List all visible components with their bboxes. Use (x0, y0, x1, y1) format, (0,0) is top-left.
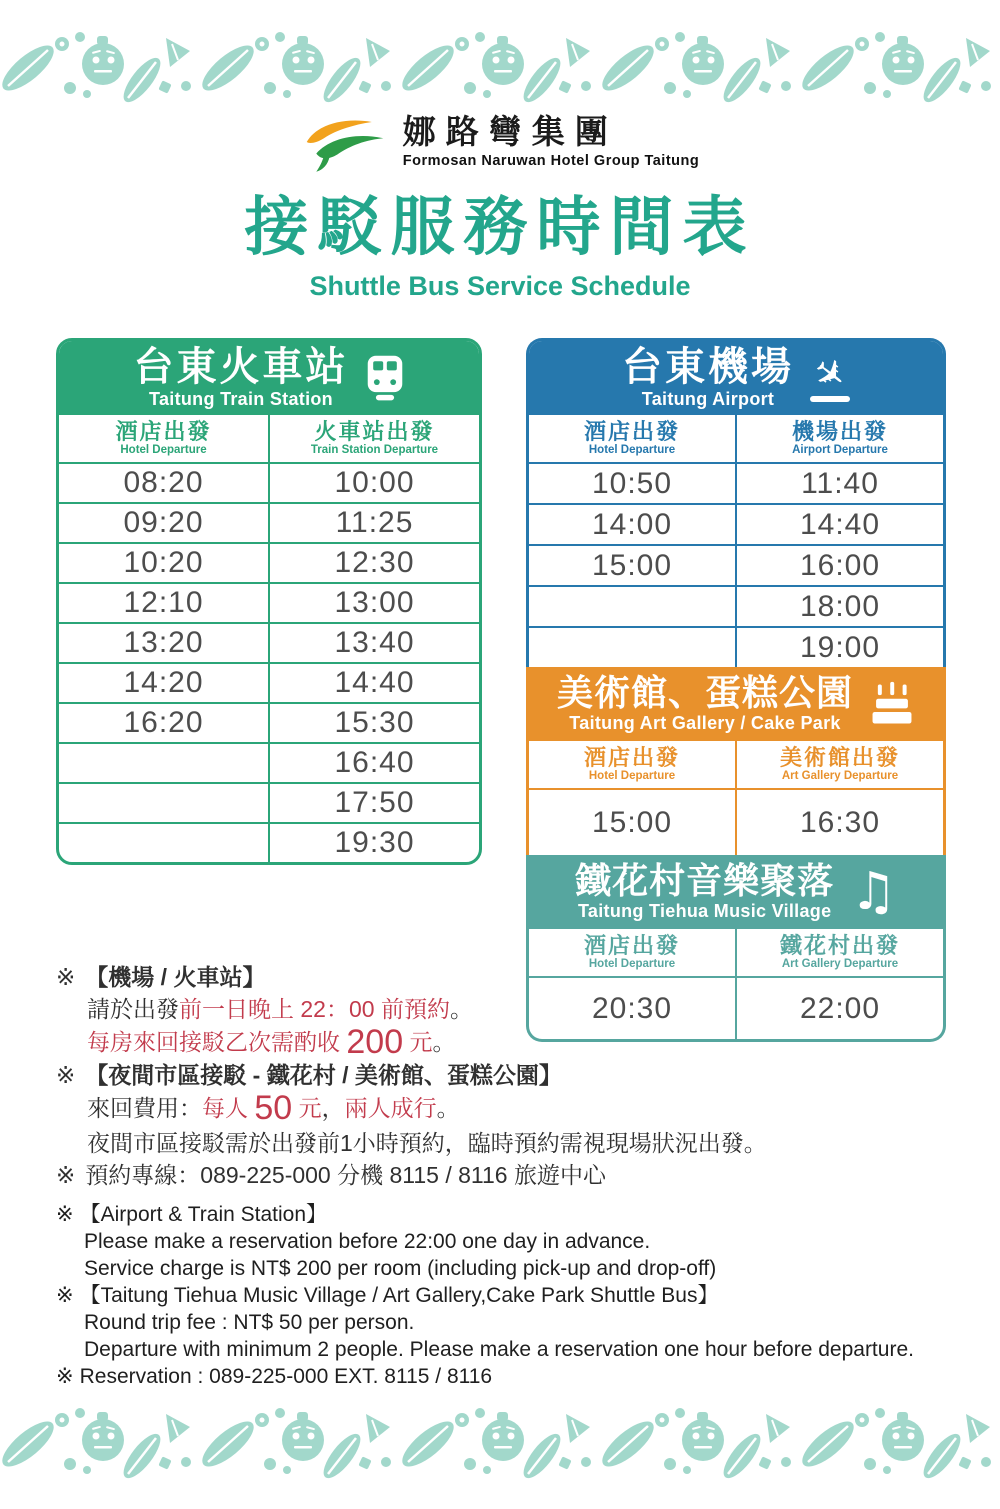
music-subtitle: Taitung Tiehua Music Village (577, 900, 832, 921)
time-cell: 16:00 (735, 546, 943, 585)
train-station-header (59, 341, 479, 415)
note-text-red: 前一日晚上 22：00 前預約 (179, 996, 450, 1023)
notes-chinese-continued (0, 1127, 1000, 1191)
note-text-red: 兩人成行 (344, 1095, 437, 1122)
table-row (529, 462, 943, 503)
col-label-zh: 酒店出發 (583, 933, 680, 959)
note-fee-amount: 200 (346, 1023, 404, 1062)
table-row (59, 702, 479, 742)
table-row (59, 822, 479, 862)
shuttle-schedule-poster (0, 24, 1000, 1509)
col-label-en: Airport Departure (792, 444, 888, 457)
time-cell: 16:40 (268, 744, 479, 782)
time-cell: 14:40 (268, 664, 479, 702)
gallery-subtitle: Taitung Art Gallery / Cake Park (569, 713, 841, 734)
time-cell: 17:50 (268, 784, 479, 822)
note-line (56, 1127, 944, 1159)
note-text: 。 (449, 996, 473, 1023)
table-row (529, 788, 943, 855)
note-text-red: 元 (403, 1029, 433, 1056)
note-text-red: 每房來回接駁乙次需酌收 (87, 1029, 347, 1056)
time-cell: 20:30 (591, 991, 673, 1025)
train-station-column (56, 338, 562, 1128)
note-text: Service charge is NT$ 200 per room (including pick-up and drop-off) (84, 1257, 717, 1281)
time-cell: 18:00 (735, 587, 943, 626)
logo-name-en: Formosan Naruwan Hotel Group Taitung (402, 153, 700, 169)
col-label-zh: 美術館出發 (779, 745, 900, 771)
naruwan-swoosh-logo-icon (301, 113, 389, 173)
note-line (56, 1282, 944, 1309)
col-hotel-departure (529, 741, 735, 788)
hotel-logo (0, 112, 1000, 174)
time-cell: 16:30 (735, 790, 943, 855)
asterisk-mark: ※ (56, 1203, 74, 1227)
col-label-en: Train Station Departure (310, 444, 439, 457)
time-cell: 10:50 (591, 466, 673, 500)
notes-chinese (56, 961, 562, 1128)
airport-title: 台東機場 (622, 345, 794, 390)
note-line (56, 1336, 944, 1363)
airport-column-headers (529, 415, 943, 462)
note-line (56, 1159, 944, 1191)
note-text: ， (321, 1095, 345, 1122)
gallery-column-headers (529, 741, 943, 788)
time-cell: 12:30 (268, 544, 479, 582)
airport-header (529, 341, 943, 415)
gallery-title: 美術館、蛋糕公園 (556, 672, 853, 714)
col-label-zh: 機場出發 (791, 419, 888, 445)
time-cell: 08:20 (123, 466, 204, 500)
time-cell (59, 744, 268, 782)
col-airport-departure (735, 415, 943, 462)
reservation-phone-en: Reservation : 089-225-000 EXT. 8115 / 8116 (79, 1365, 493, 1389)
time-cell: 13:20 (123, 626, 204, 660)
train-station-table (56, 338, 482, 865)
asterisk-mark: ※ (56, 1365, 74, 1389)
time-cell (59, 784, 268, 822)
plane-landing-icon: ✈ (803, 346, 857, 401)
music-note-icon: ♫ (850, 862, 897, 923)
note-line (56, 1309, 944, 1336)
train-icon (365, 354, 405, 403)
table-row (529, 976, 943, 1039)
col-label-en: Hotel Departure (120, 444, 207, 457)
decorative-border-top (0, 24, 1000, 104)
time-cell: 22:00 (735, 978, 943, 1039)
time-cell: 14:40 (735, 505, 943, 544)
time-cell: 13:00 (268, 584, 479, 622)
art-gallery-cake-park-table (526, 667, 946, 855)
table-row (59, 502, 479, 542)
note-section-title: 【機場 / 火車站】 (85, 964, 266, 991)
note-line (56, 1089, 556, 1128)
table-row (529, 626, 943, 667)
note-text: 請於出發 (87, 996, 179, 1023)
music-column-headers (529, 929, 943, 976)
right-tables-column (526, 338, 946, 1042)
col-label-en: Hotel Departure (588, 958, 676, 971)
time-cell: 09:20 (123, 506, 204, 540)
gallery-header (529, 667, 943, 741)
note-fee-amount: 50 (254, 1089, 293, 1128)
table-row (59, 742, 479, 782)
time-cell (529, 628, 735, 667)
col-label-en: Hotel Departure (588, 444, 676, 457)
music-title: 鐵花村音樂聚落 (575, 860, 835, 902)
note-section-title: 【夜間市區接駁 - 鐵花村 / 美術館、蛋糕公園】 (85, 1062, 562, 1089)
note-text-red: 元 (292, 1095, 322, 1122)
col-hotel-departure (529, 415, 735, 462)
note-text: 。 (432, 1029, 456, 1056)
airport-table (526, 338, 946, 667)
col-label-en: Hotel Departure (588, 770, 676, 783)
note-line (56, 1363, 944, 1390)
train-station-title: 台東火車站 (133, 345, 349, 390)
note-text: Round trip fee : NT$ 50 per person. (84, 1311, 415, 1335)
col-label-en: Art Gallery Departure (781, 958, 899, 971)
time-cell: 15:30 (268, 704, 479, 742)
col-hotel-departure (59, 415, 268, 462)
table-row (59, 582, 479, 622)
time-cell: 11:25 (268, 504, 479, 542)
time-cell: 10:20 (123, 546, 204, 580)
tiehua-music-village-table (526, 855, 946, 1042)
time-cell: 14:00 (591, 507, 673, 541)
note-line (56, 1228, 944, 1255)
table-row (529, 503, 943, 544)
note-line (56, 1201, 944, 1228)
time-cell: 15:00 (591, 805, 673, 839)
time-cell: 12:10 (123, 586, 204, 620)
note-text: Please make a reservation before 22:00 one day in advance. (84, 1230, 651, 1254)
airport-subtitle: Taitung Airport (641, 389, 775, 410)
decorative-border-bottom (0, 1400, 1000, 1480)
note-section-title: 【Taitung Tiehua Music Village / Art Gallery,Cake Park Shuttle Bus】 (79, 1284, 719, 1308)
col-label-zh: 酒店出發 (583, 419, 680, 445)
table-row (529, 544, 943, 585)
table-row (59, 662, 479, 702)
col-trainstation-departure (268, 415, 479, 462)
note-text-red: 每人 (202, 1095, 255, 1122)
col-label-zh: 酒店出發 (115, 419, 212, 445)
note-line (56, 1059, 562, 1091)
time-cell: 11:40 (735, 464, 943, 503)
col-gallery-departure (735, 741, 943, 788)
col-tiehua-departure (735, 929, 943, 976)
note-line (56, 993, 556, 1025)
col-label-zh: 鐵花村出發 (779, 933, 900, 959)
note-text: Departure with minimum 2 people. Please make a reservation one hour before departure. (84, 1338, 914, 1362)
table-row (59, 782, 479, 822)
note-line (56, 961, 556, 993)
col-label-en: Art Gallery Departure (781, 770, 899, 783)
asterisk-mark: ※ (56, 1162, 76, 1189)
time-cell: 14:20 (123, 666, 204, 700)
page-title: 接駁服務時間表 (244, 191, 756, 263)
train-station-subtitle: Taitung Train Station (149, 389, 333, 410)
note-line (56, 1023, 556, 1062)
note-section-title: 【Airport & Train Station】 (79, 1203, 328, 1227)
time-cell: 13:40 (268, 624, 479, 662)
table-row (59, 462, 479, 502)
reservation-phone: 預約專線：089-225-000 分機 8115 / 8116 旅遊中心 (85, 1162, 606, 1189)
asterisk-mark: ※ (56, 964, 76, 991)
note-text: 來回費用： (87, 1095, 202, 1122)
time-cell: 19:30 (268, 824, 479, 862)
table-row (59, 622, 479, 662)
notes-english (0, 1201, 1000, 1390)
time-cell (529, 587, 735, 626)
time-cell: 10:00 (268, 464, 479, 502)
table-row (59, 542, 479, 582)
asterisk-mark: ※ (56, 1062, 76, 1089)
schedule-tables (0, 338, 1000, 1128)
asterisk-mark: ※ (56, 1284, 74, 1308)
time-cell (59, 824, 268, 862)
note-text: 。 (436, 1095, 460, 1122)
time-cell: 16:20 (123, 706, 204, 740)
table-row (529, 585, 943, 626)
page-subtitle: Shuttle Bus Service Schedule (309, 271, 691, 302)
time-cell: 15:00 (591, 548, 673, 582)
col-label-zh: 酒店出發 (583, 745, 680, 771)
train-column-headers (59, 415, 479, 462)
music-header (529, 855, 943, 929)
col-label-zh: 火車站出發 (314, 419, 435, 445)
note-text: 夜間市區接駁需於出發前1小時預約，臨時預約需視現場狀況出發。 (87, 1130, 767, 1157)
logo-name-zh: 娜路彎集團 (402, 115, 618, 151)
time-cell: 19:00 (735, 628, 943, 667)
cake-icon (869, 681, 915, 727)
note-line (56, 1255, 944, 1282)
col-hotel-departure (529, 929, 735, 976)
